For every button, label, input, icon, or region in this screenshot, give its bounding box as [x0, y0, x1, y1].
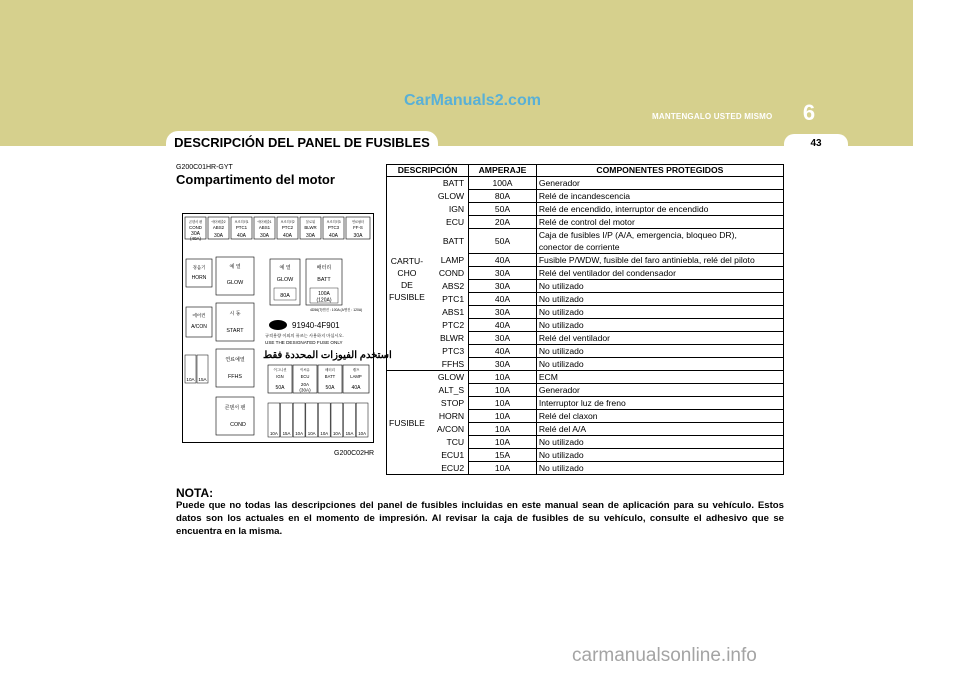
cell-comp: [536, 397, 783, 410]
cell-desc: [427, 229, 469, 254]
table-row: [387, 216, 784, 229]
cell-amp: 10A: [469, 397, 537, 410]
fuse-box-diagram: [182, 213, 392, 443]
svg-text:블로워: 블로워: [305, 220, 316, 224]
table-row: [387, 436, 784, 449]
desc-value: A/CON: [436, 424, 465, 434]
svg-text:A/CON: A/CON: [191, 324, 207, 330]
svg-text:경음기: 경음기: [192, 265, 206, 270]
desc-value: ABS1: [442, 307, 465, 317]
group-label-fusible: FUSIBLE: [387, 371, 427, 475]
svg-text:PTC3: PTC3: [327, 225, 340, 230]
cell-amp: 40A: [469, 254, 537, 267]
group-label-cartucho: [387, 177, 427, 371]
table-row: [387, 332, 784, 345]
cell-comp: [536, 293, 783, 306]
svg-text:FFHS: FFHS: [227, 374, 243, 380]
svg-text:GLOW: GLOW: [276, 277, 294, 283]
svg-text:배터리: 배터리: [325, 368, 335, 372]
svg-text:규격용량 이외의 퓨즈는 사용하지 마십시오.: 규격용량 이외의 퓨즈는 사용하지 마십시오.: [265, 333, 344, 338]
svg-text:80A: 80A: [280, 293, 290, 299]
cell-amp: 80A: [469, 190, 537, 203]
cell-desc: [427, 203, 469, 216]
cell-comp: [536, 332, 783, 345]
cell-amp: 20A: [469, 216, 537, 229]
section-code: G200C01HR-GYT: [176, 164, 233, 171]
small-fuse-amp: 10A: [295, 431, 304, 436]
small-fuse-amp: 15A: [345, 431, 354, 436]
table-row: [387, 358, 784, 371]
section-label: MANTENGALO USTED MISMO: [652, 112, 773, 121]
comp-line: No utilizado: [538, 463, 584, 473]
cell-comp: [536, 462, 783, 475]
cell-comp: [536, 423, 783, 436]
comp-line: Generador: [538, 385, 580, 395]
svg-text:이그니션: 이그니션: [273, 368, 287, 372]
watermark-top[interactable]: CarManuals2.com: [404, 92, 541, 109]
cell-desc: [427, 436, 469, 449]
chapter-number: 6: [802, 100, 816, 125]
cell-desc: [427, 384, 469, 397]
cell-comp: [536, 384, 783, 397]
desc-value: ECU: [445, 217, 465, 227]
svg-text:30A: 30A: [260, 233, 269, 239]
cell-comp: [536, 254, 783, 267]
small-fuse-amp: 15A: [282, 431, 291, 436]
comp-line: Fusible P/WDW, fusible del faro antiniebla, relé del piloto: [538, 255, 755, 265]
table-row: [387, 229, 784, 254]
desc-value: BLWR: [439, 333, 465, 343]
svg-text:COND: COND: [189, 225, 202, 230]
svg-text:연료예열: 연료예열: [225, 357, 245, 363]
small-fuse-amp: 10A: [358, 431, 367, 436]
table-row: [387, 319, 784, 332]
svg-text:100A: 100A: [318, 291, 330, 297]
table-row: [387, 345, 784, 358]
desc-value: ALT_S: [438, 385, 465, 395]
svg-text:FF-S: FF-S: [353, 225, 363, 230]
cell-comp: [536, 306, 783, 319]
comp-line: No utilizado: [538, 294, 584, 304]
cell-comp: [536, 345, 783, 358]
cell-desc: [427, 254, 469, 267]
svg-text:10A: 10A: [186, 377, 195, 382]
table-row: [387, 371, 784, 384]
svg-text:30A: 30A: [353, 233, 363, 239]
table-row: [387, 203, 784, 216]
cell-desc: [427, 449, 469, 462]
cell-desc: [427, 358, 469, 371]
table-row: [387, 410, 784, 423]
header-desc: DESCRIPCIÓN: [387, 165, 469, 177]
svg-text:보조히터3: 보조히터3: [326, 220, 341, 224]
svg-text:15A: 15A: [198, 377, 207, 382]
svg-text:(120A): (120A): [316, 297, 332, 304]
svg-text:에어배출1: 에어배출1: [257, 220, 272, 224]
svg-text:PTC2: PTC2: [281, 225, 294, 230]
group-label-line: CHO: [397, 267, 417, 278]
svg-text:BATT: BATT: [324, 374, 336, 379]
cell-amp: 50A: [469, 203, 537, 216]
batt-note: 4D56(T)엔진 : 100A (A엔진 : 120A): [310, 308, 363, 312]
comp-line: Generador: [538, 178, 580, 188]
section-subtitle: Compartimento del motor: [176, 172, 335, 187]
small-fuse-amp: 10A: [320, 431, 329, 436]
desc-value: ABS2: [442, 281, 465, 291]
arabic-warning: استخدم الفيوزات المحددة فقط: [263, 350, 392, 361]
cell-amp: 30A: [469, 332, 537, 345]
svg-text:START: START: [226, 328, 244, 334]
svg-text:(30A): (30A): [299, 387, 311, 393]
comp-line: ECM: [538, 372, 558, 382]
cell-comp: [536, 216, 783, 229]
svg-text:이씨유: 이씨유: [300, 368, 310, 372]
cell-amp: 40A: [469, 293, 537, 306]
cell-desc: [427, 397, 469, 410]
page-title: DESCRIPCIÓN DEL PANEL DE FUSIBLES: [174, 135, 430, 150]
cell-comp: [536, 203, 783, 216]
table-row: [387, 449, 784, 462]
cell-desc: [427, 280, 469, 293]
svg-text:50A: 50A: [275, 385, 285, 391]
desc-value: PTC2: [442, 320, 465, 330]
group-label-line: CARTU-: [390, 255, 424, 266]
svg-text:USE THE DESIGNATED FUSE ONLY: USE THE DESIGNATED FUSE ONLY: [265, 340, 343, 345]
comp-line: Relé del ventilador: [538, 333, 610, 343]
comp-line: Relé de control del motor: [538, 217, 635, 227]
svg-text:30A: 30A: [214, 233, 223, 239]
table-row: [387, 384, 784, 397]
table-row: [387, 397, 784, 410]
cell-amp: 100A: [469, 177, 537, 190]
cell-amp: 10A: [469, 423, 537, 436]
desc-value: TCU: [446, 437, 465, 447]
desc-value: IGN: [448, 204, 465, 214]
cell-amp: 10A: [469, 436, 537, 449]
table-row: [387, 267, 784, 280]
svg-text:40A: 40A: [283, 233, 292, 239]
cell-comp: [536, 280, 783, 293]
small-fuse-amp: 10A: [332, 431, 341, 436]
cell-comp: [536, 358, 783, 371]
svg-text:(40A): (40A): [189, 236, 202, 241]
header-band: [0, 0, 913, 146]
cell-amp: 30A: [469, 358, 537, 371]
svg-text:에어컨: 에어컨: [192, 313, 206, 318]
diagram-code: G200C02HR: [334, 450, 375, 457]
desc-value: HORN: [438, 411, 465, 421]
cell-amp: 30A: [469, 267, 537, 280]
svg-text:ECU: ECU: [300, 374, 310, 379]
comp-line: Relé del A/A: [538, 424, 587, 434]
svg-text:30A: 30A: [306, 233, 315, 239]
cell-comp: [536, 177, 783, 190]
cell-comp: [536, 190, 783, 203]
cell-desc: [427, 462, 469, 475]
table-row: [387, 462, 784, 475]
comp-line: No utilizado: [538, 437, 584, 447]
cell-amp: 10A: [469, 371, 537, 384]
comp-line: Relé del claxon: [538, 411, 598, 421]
svg-text:PTC1: PTC1: [235, 225, 248, 230]
svg-text:보조히터2: 보조히터2: [280, 220, 295, 224]
cell-amp: 15A: [469, 449, 537, 462]
svg-text:BLWR: BLWR: [304, 225, 317, 230]
group-label-line: FUSIBLE: [389, 291, 425, 302]
table-row: [387, 254, 784, 267]
cell-amp: 10A: [469, 410, 537, 423]
svg-text:램프: 램프: [352, 368, 360, 372]
header-amp: AMPERAJE: [469, 165, 537, 177]
cell-comp: [536, 436, 783, 449]
comp-line: Relé de encendido, interruptor de encendido: [538, 204, 709, 214]
svg-text:LAMP: LAMP: [350, 374, 362, 379]
small-fuse-amp: 10A: [307, 431, 316, 436]
cell-amp: 40A: [469, 345, 537, 358]
group-label-line: DE: [400, 279, 413, 290]
svg-text:IGN: IGN: [276, 374, 284, 379]
comp-line: Caja de fusibles I/P (A/A, emergencia, bloqueo DR),: [538, 230, 737, 240]
cell-desc: [427, 332, 469, 345]
table-row: [387, 280, 784, 293]
comp-line: No utilizado: [538, 346, 584, 356]
svg-text:연료필터: 연료필터: [351, 220, 365, 224]
svg-text:50A: 50A: [325, 385, 335, 391]
watermark-bottom[interactable]: carmanualsonline.info: [572, 645, 757, 666]
table-row: [387, 423, 784, 436]
svg-text:COND: COND: [230, 422, 246, 428]
svg-text:시 동: 시 동: [229, 311, 241, 317]
cell-desc: [427, 319, 469, 332]
comp-line: Relé de incandescencia: [538, 191, 631, 201]
cell-amp: 40A: [469, 319, 537, 332]
svg-text:예 열: 예 열: [229, 264, 241, 270]
cell-comp: [536, 267, 783, 280]
svg-text:보조히터1: 보조히터1: [234, 220, 249, 224]
svg-text:배터리: 배터리: [316, 265, 332, 271]
table-row: [387, 190, 784, 203]
page-number: 43: [810, 138, 822, 149]
cell-desc: [427, 190, 469, 203]
desc-value: GLOW: [437, 372, 465, 383]
desc-value: LAMP: [440, 255, 465, 265]
svg-text:GLOW: GLOW: [226, 280, 244, 286]
small-fuse-amp: 10A: [269, 431, 278, 436]
table-row: [387, 306, 784, 319]
svg-text:예 열: 예 열: [279, 265, 291, 271]
cell-amp: 10A: [469, 384, 537, 397]
svg-text:20A: 20A: [300, 382, 310, 387]
svg-text:40A: 40A: [237, 233, 246, 239]
comp-line: No utilizado: [538, 320, 584, 330]
comp-line: No utilizado: [538, 281, 584, 291]
note-text: Puede que no todas las descripciones del panel de fusibles incluidas en este manual sean de aplicación para su vehículo. Estos datos son los actuales en el momento de impresión. Al revisar la caja de fusibles de su vehículo, consulte el adhesivo que se encuentra en la misma.: [176, 500, 784, 537]
desc-value: COND: [438, 268, 465, 278]
desc-value: BATT: [442, 178, 465, 189]
cell-desc: [427, 345, 469, 358]
cell-desc: [427, 410, 469, 423]
svg-text:ABS2: ABS2: [212, 225, 225, 230]
comp-line: No utilizado: [538, 450, 584, 460]
svg-text:에어배출2: 에어배출2: [211, 220, 226, 224]
svg-text:30A: 30A: [191, 231, 200, 237]
comp-line: Relé del ventilador del condensador: [538, 268, 676, 278]
cell-desc: [427, 306, 469, 319]
cell-desc: [427, 423, 469, 436]
table-row: [387, 293, 784, 306]
cell-comp: [536, 229, 783, 254]
cell-amp: 30A: [469, 280, 537, 293]
cell-comp: [536, 371, 783, 384]
cell-amp: 50A: [469, 229, 537, 254]
cell-comp: [536, 319, 783, 332]
desc-value: STOP: [440, 398, 465, 408]
cell-desc: [427, 293, 469, 306]
svg-text:BATT: BATT: [317, 277, 331, 283]
table-row: [387, 177, 784, 190]
svg-text:콘덴서 팬: 콘덴서 팬: [224, 405, 246, 411]
comp-line: conector de corriente: [538, 242, 620, 252]
brand-logo: [269, 320, 287, 330]
svg-text:40A: 40A: [329, 233, 338, 239]
cell-desc: [427, 267, 469, 280]
comp-line: No utilizado: [538, 359, 584, 369]
cell-comp: [536, 410, 783, 423]
fuse-table: [386, 164, 784, 475]
svg-text:HORN: HORN: [191, 275, 207, 281]
desc-value: FFHS: [441, 358, 465, 369]
desc-value: PTC3: [442, 346, 465, 356]
desc-value: GLOW: [437, 191, 465, 201]
cell-comp: [536, 449, 783, 462]
cell-amp: 30A: [469, 306, 537, 319]
svg-text:40A: 40A: [351, 385, 361, 391]
header-comp: COMPONENTES PROTEGIDOS: [536, 165, 783, 177]
cell-amp: 10A: [469, 462, 537, 475]
note-title: NOTA:: [176, 486, 214, 500]
cell-desc: [427, 177, 469, 190]
cell-desc: [427, 216, 469, 229]
svg-text:ABS1: ABS1: [258, 225, 271, 230]
comp-line: No utilizado: [538, 307, 584, 317]
cell-desc: [427, 371, 469, 384]
part-number: 91940-4F901: [292, 321, 340, 330]
comp-line: Interruptor luz de freno: [538, 398, 626, 408]
desc-value: PTC1: [442, 294, 465, 304]
desc-value: ECU1: [441, 450, 465, 460]
desc-value: ECU2: [441, 462, 465, 473]
fuse-table-body: [387, 177, 784, 475]
desc-value: BATT: [442, 236, 465, 246]
svg-text:콘덴서 팬: 콘덴서 팬: [188, 220, 203, 224]
